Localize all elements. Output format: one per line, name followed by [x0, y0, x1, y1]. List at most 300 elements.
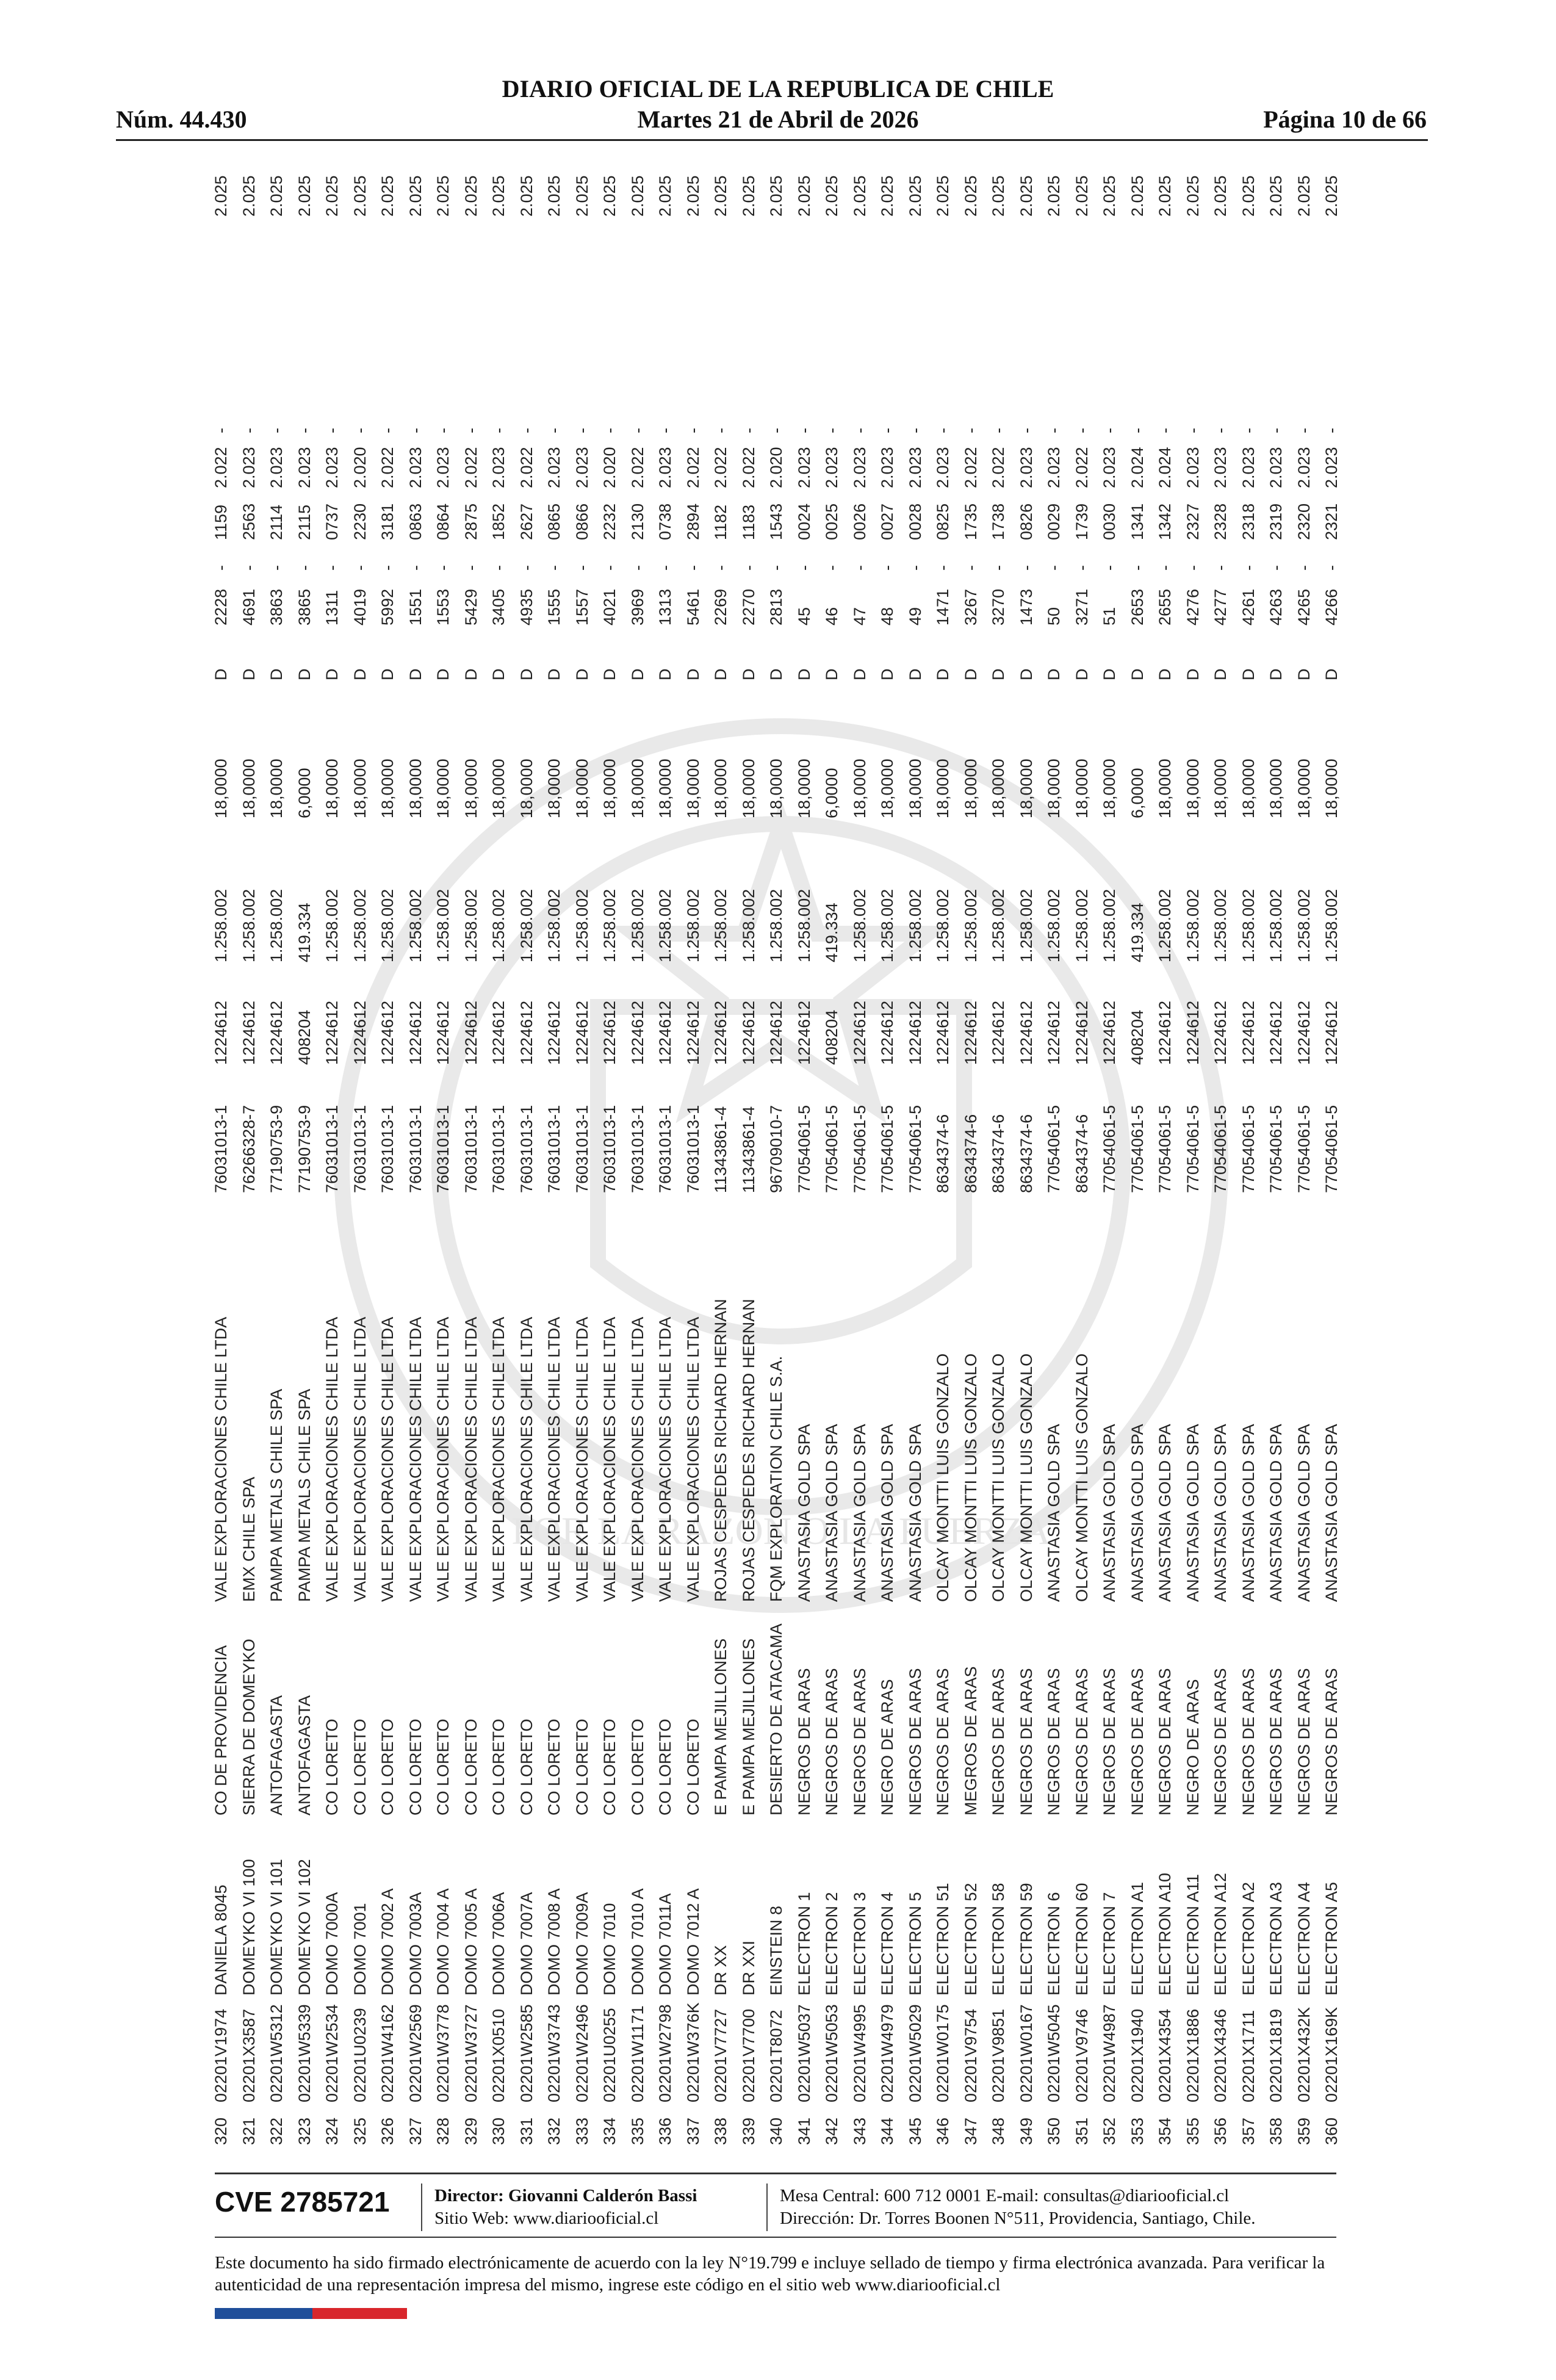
- field-id: 1224612: [1183, 1000, 1202, 1065]
- concession-name: ELECTRON A10: [1156, 1872, 1174, 1996]
- type-code: D: [1017, 668, 1036, 680]
- table-row: [1040, 174, 1068, 2145]
- hectares: 18,0000: [1017, 759, 1036, 818]
- table-row: [402, 174, 430, 2145]
- dash: -: [989, 428, 1007, 433]
- foja: 45: [794, 607, 813, 626]
- year: 2.022: [378, 447, 397, 488]
- amount: 1.258.002: [434, 889, 452, 962]
- field-id: 1224612: [683, 1000, 702, 1065]
- field-id: 408204: [823, 1009, 841, 1065]
- table-row: [263, 174, 291, 2145]
- type-code: D: [323, 668, 341, 680]
- year: 2.023: [267, 447, 286, 488]
- number: 0025: [823, 503, 841, 540]
- hectares: 18,0000: [600, 759, 619, 818]
- dash: -: [1267, 428, 1285, 433]
- commune: CO LORETO: [683, 1718, 702, 1816]
- foja: 1311: [323, 590, 341, 626]
- year: 2.024: [1156, 447, 1174, 488]
- foja: 2653: [1128, 588, 1147, 626]
- year: 2.023: [1322, 447, 1341, 488]
- owner-name: OLCAY MONTTI LUIS GONZALO: [1072, 1353, 1091, 1602]
- concession-code: 02201T8072: [767, 2010, 785, 2102]
- table-row: [818, 174, 846, 2145]
- owner-name: ANASTASIA GOLD SPA: [823, 1424, 841, 1602]
- dash: -: [989, 565, 1007, 571]
- field-id: 1224612: [1294, 1000, 1313, 1065]
- concession-name: ELECTRON A4: [1294, 1881, 1313, 1996]
- due-year: 2.025: [906, 175, 924, 217]
- dash: -: [212, 565, 230, 571]
- hectares: 18,0000: [1156, 759, 1174, 818]
- concession-code: 02201W3743: [545, 2004, 563, 2102]
- foja: 5461: [683, 588, 702, 626]
- concession-code: 02201X169K: [1322, 2007, 1341, 2102]
- type-code: D: [600, 668, 619, 680]
- owner-name: VALE EXPLORACIONES CHILE LTDA: [517, 1316, 536, 1602]
- dash: -: [1128, 428, 1147, 433]
- type-code: D: [434, 668, 452, 680]
- type-code: D: [350, 668, 369, 680]
- concession-code: 02201W376K: [683, 2002, 702, 2102]
- year: 2.022: [989, 447, 1007, 488]
- footer-separator: [421, 2183, 422, 2231]
- foja: 1473: [1017, 588, 1036, 626]
- concession-table: [207, 174, 1355, 2145]
- owner-name: VALE EXPLORACIONES CHILE LTDA: [683, 1316, 702, 1602]
- owner-name: VALE EXPLORACIONES CHILE LTDA: [461, 1316, 480, 1602]
- table-row: [707, 174, 735, 2145]
- type-code: D: [739, 668, 758, 680]
- number: 2319: [1267, 503, 1285, 540]
- number: 2114: [267, 504, 286, 540]
- dash: -: [1267, 565, 1285, 571]
- hectares: 18,0000: [656, 759, 674, 818]
- concession-name: ELECTRON 51: [934, 1883, 952, 1996]
- hectares: 18,0000: [406, 759, 425, 818]
- hectares: 18,0000: [1239, 759, 1258, 818]
- due-year: 2.025: [323, 175, 341, 217]
- dash: -: [489, 565, 508, 571]
- year: 2.020: [350, 447, 369, 488]
- concession-name: ELECTRON 58: [989, 1883, 1007, 1996]
- commune: DESIERTO DE ATACAMA: [767, 1623, 785, 1816]
- concession-name: DOMEYKO VI 102: [295, 1859, 314, 1996]
- due-year: 2.025: [823, 175, 841, 217]
- type-code: D: [267, 668, 286, 680]
- foja: 4021: [600, 588, 619, 626]
- row-number: 323: [295, 2117, 314, 2145]
- table-row: [1013, 174, 1041, 2145]
- amount: 1.258.002: [406, 889, 425, 962]
- concession-code: 02201X1819: [1267, 2008, 1285, 2102]
- field-id: 1224612: [1156, 1000, 1174, 1065]
- number: 2875: [461, 503, 480, 540]
- field-id: 1224612: [656, 1000, 674, 1065]
- row-number: 336: [656, 2117, 674, 2145]
- foja: 51: [1100, 607, 1118, 626]
- concession-code: 02201W2798: [656, 2004, 674, 2102]
- dash: -: [350, 565, 369, 571]
- number: 1183: [739, 504, 758, 540]
- amount: 1.258.002: [961, 889, 980, 962]
- foja: 5429: [461, 588, 480, 626]
- concession-code: 02201W5045: [1045, 2004, 1063, 2102]
- amount: 1.258.002: [767, 889, 785, 962]
- concession-code: 02201U0239: [350, 2008, 369, 2102]
- cve-code: CVE 2785721: [215, 2186, 390, 2218]
- concession-code: 02201W5339: [295, 2004, 314, 2102]
- foja: 4265: [1294, 588, 1313, 626]
- amount: 1.258.002: [517, 889, 536, 962]
- owner-rut: 76031013-1: [350, 1105, 369, 1193]
- table-row: [291, 174, 319, 2145]
- field-id: 1224612: [961, 1000, 980, 1065]
- header-divider: [116, 139, 1428, 141]
- commune: NEGROS DE ARAS: [850, 1668, 869, 1816]
- owner-name: ANASTASIA GOLD SPA: [1183, 1424, 1202, 1602]
- commune: ANTOFAGASTA: [267, 1695, 286, 1816]
- type-code: D: [711, 668, 730, 680]
- address-line: Dirección: Dr. Torres Boonen N°511, Providencia, Santiago, Chile.: [780, 2209, 1256, 2228]
- row-number: 325: [350, 2117, 369, 2145]
- year: 2.023: [850, 447, 869, 488]
- due-year: 2.025: [1100, 175, 1118, 217]
- row-number: 355: [1183, 2117, 1202, 2145]
- number: 2320: [1294, 503, 1313, 540]
- dash: -: [767, 428, 785, 433]
- amount: 1.258.002: [711, 889, 730, 962]
- owner-name: ANASTASIA GOLD SPA: [1211, 1424, 1230, 1602]
- dash: -: [461, 565, 480, 571]
- concession-name: DOMO 7002 A: [378, 1888, 397, 1996]
- type-code: D: [239, 668, 258, 680]
- concession-name: ELECTRON 2: [823, 1892, 841, 1996]
- concession-code: 02201W2496: [572, 2004, 591, 2102]
- number: 1543: [767, 503, 785, 540]
- amount: 1.258.002: [878, 889, 896, 962]
- owner-name: OLCAY MONTTI LUIS GONZALO: [961, 1353, 980, 1602]
- concession-name: DOMO 7003A: [406, 1892, 425, 1996]
- page-number: Página 10 de 66: [1263, 106, 1427, 133]
- hectares: 18,0000: [1045, 759, 1063, 818]
- amount: 1.258.002: [934, 889, 952, 962]
- commune: NEGROS DE ARAS: [1100, 1668, 1118, 1816]
- contact-line: Mesa Central: 600 712 0001 E-mail: consultas@diariooficial.cl: [780, 2186, 1230, 2205]
- owner-rut: 77054061-5: [1322, 1105, 1341, 1193]
- due-year: 2.025: [406, 175, 425, 217]
- commune: NEGROS DE ARAS: [906, 1668, 924, 1816]
- concession-code: 02201W0167: [1017, 2004, 1036, 2102]
- commune: NEGROS DE ARAS: [1239, 1668, 1258, 1816]
- table-row: [1291, 174, 1319, 2145]
- due-year: 2.025: [1294, 175, 1313, 217]
- concession-name: DOMO 7008 A: [545, 1888, 563, 1996]
- amount: 1.258.002: [1072, 889, 1091, 962]
- number: 1159: [212, 504, 230, 540]
- concession-code: 02201W3778: [434, 2004, 452, 2102]
- dash: -: [212, 428, 230, 433]
- hectares: 18,0000: [545, 759, 563, 818]
- commune: CO LORETO: [545, 1718, 563, 1816]
- foja: 2813: [767, 588, 785, 626]
- concession-code: 02201V7700: [739, 2008, 758, 2102]
- concession-name: ELECTRON A12: [1211, 1872, 1230, 1996]
- table-row: [680, 174, 708, 2145]
- year: 2.023: [489, 447, 508, 488]
- row-number: 337: [683, 2117, 702, 2145]
- row-number: 320: [212, 2117, 230, 2145]
- number: 1342: [1156, 503, 1174, 540]
- row-number: 339: [739, 2117, 758, 2145]
- concession-code: 02201W1171: [628, 2005, 647, 2102]
- type-code: D: [906, 668, 924, 680]
- due-year: 2.025: [600, 175, 619, 217]
- row-number: 334: [600, 2117, 619, 2145]
- concession-code: 02201W2569: [406, 2004, 425, 2102]
- table-row: [902, 174, 930, 2145]
- field-id: 1224612: [406, 1000, 425, 1065]
- hectares: 18,0000: [378, 759, 397, 818]
- due-year: 2.025: [489, 175, 508, 217]
- commune: NEGRO DE ARAS: [878, 1679, 896, 1816]
- commune: NEGROS DE ARAS: [1211, 1668, 1230, 1816]
- hectares: 18,0000: [1267, 759, 1285, 818]
- owner-rut: 76031013-1: [545, 1105, 563, 1193]
- dash: -: [934, 565, 952, 571]
- concession-name: ELECTRON 6: [1045, 1892, 1063, 1996]
- amount: 1.258.002: [656, 889, 674, 962]
- number: 0865: [545, 503, 563, 540]
- row-number: 358: [1267, 2117, 1285, 2145]
- due-year: 2.025: [1239, 175, 1258, 217]
- row-number: 357: [1239, 2117, 1258, 2145]
- hectares: 18,0000: [350, 759, 369, 818]
- type-code: D: [1239, 668, 1258, 680]
- number: 1852: [489, 503, 508, 540]
- foja: 1313: [656, 588, 674, 626]
- year: 2.023: [1294, 447, 1313, 488]
- commune: CO LORETO: [323, 1718, 341, 1816]
- owner-name: VALE EXPLORACIONES CHILE LTDA: [350, 1316, 369, 1602]
- field-id: 1224612: [434, 1000, 452, 1065]
- concession-code: 02201W2534: [323, 2004, 341, 2102]
- dash: -: [934, 428, 952, 433]
- commune: MEGROS DE ARAS: [961, 1666, 980, 1816]
- dash: -: [1156, 428, 1174, 433]
- commune: CO LORETO: [350, 1718, 369, 1816]
- field-id: 1224612: [1322, 1000, 1341, 1065]
- dash: -: [1072, 428, 1091, 433]
- dash: -: [434, 565, 452, 571]
- concession-code: 02201X432K: [1294, 2007, 1313, 2102]
- table-row: [1207, 174, 1235, 2145]
- owner-name: OLCAY MONTTI LUIS GONZALO: [934, 1353, 952, 1602]
- year: 2.023: [1211, 447, 1230, 488]
- dash: -: [323, 565, 341, 571]
- dash: -: [767, 565, 785, 571]
- field-id: 1224612: [323, 1000, 341, 1065]
- concession-name: ELECTRON 7: [1100, 1892, 1118, 1996]
- concession-name: ELECTRON 60: [1072, 1883, 1091, 1996]
- concession-name: DOMO 7009A: [572, 1892, 591, 1996]
- concession-code: 02201W3727: [461, 2004, 480, 2102]
- type-code: D: [1100, 668, 1118, 680]
- concession-code: 02201V7727: [711, 2008, 730, 2102]
- year: 2.022: [461, 447, 480, 488]
- dash: -: [739, 565, 758, 571]
- foja: 2269: [711, 588, 730, 626]
- concession-name: DOMO 7000A: [323, 1892, 341, 1996]
- concession-name: ELECTRON 3: [850, 1892, 869, 1996]
- owner-rut: 11343861-4: [739, 1106, 758, 1193]
- field-id: 1224612: [850, 1000, 869, 1065]
- amount: 1.258.002: [1211, 889, 1230, 962]
- row-number: 338: [711, 2117, 730, 2145]
- dash: -: [683, 428, 702, 433]
- dash: -: [850, 565, 869, 571]
- commune: NEGROS DE ARAS: [1156, 1668, 1174, 1816]
- row-number: 349: [1017, 2117, 1036, 2145]
- owner-rut: 77054061-5: [1045, 1105, 1063, 1193]
- owner-name: VALE EXPLORACIONES CHILE LTDA: [572, 1316, 591, 1602]
- dash: -: [906, 565, 924, 571]
- field-id: 1224612: [461, 1000, 480, 1065]
- table-row: [1318, 174, 1346, 2145]
- hectares: 18,0000: [239, 759, 258, 818]
- concession-name: DOMO 7006A: [489, 1892, 508, 1996]
- year: 2.022: [517, 447, 536, 488]
- field-id: 1224612: [739, 1000, 758, 1065]
- commune: NEGROS DE ARAS: [1322, 1668, 1341, 1816]
- table-row: [624, 174, 652, 2145]
- owner-rut: 76031013-1: [212, 1105, 230, 1193]
- due-year: 2.025: [378, 175, 397, 217]
- type-code: D: [489, 668, 508, 680]
- hectares: 18,0000: [434, 759, 452, 818]
- hectares: 6,0000: [823, 768, 841, 818]
- field-id: 1224612: [989, 1000, 1007, 1065]
- number: 2328: [1211, 503, 1230, 540]
- year: 2.023: [434, 447, 452, 488]
- concession-code: 02201W5312: [267, 2004, 286, 2102]
- due-year: 2.025: [1128, 175, 1147, 217]
- owner-name: ANASTASIA GOLD SPA: [906, 1424, 924, 1602]
- owner-name: ANASTASIA GOLD SPA: [1294, 1424, 1313, 1602]
- dash: -: [878, 565, 896, 571]
- due-year: 2.025: [1322, 175, 1341, 217]
- row-number: 324: [323, 2117, 341, 2145]
- dash: -: [711, 565, 730, 571]
- foja: 1551: [406, 588, 425, 626]
- owner-rut: 77190753-9: [295, 1105, 314, 1193]
- owner-rut: 76031013-1: [434, 1105, 452, 1193]
- field-id: 1224612: [378, 1000, 397, 1065]
- number: 0826: [1017, 503, 1036, 540]
- owner-name: ANASTASIA GOLD SPA: [1045, 1424, 1063, 1602]
- table-row: [652, 174, 680, 2145]
- field-id: 1224612: [934, 1000, 952, 1065]
- dash: -: [239, 565, 258, 571]
- dash: -: [739, 428, 758, 433]
- commune: NEGROS DE ARAS: [823, 1668, 841, 1816]
- amount: 1.258.002: [323, 889, 341, 962]
- owner-name: ROJAS CESPEDES RICHARD HERNAN: [739, 1299, 758, 1602]
- owner-rut: 8634374-6: [934, 1114, 952, 1193]
- owner-rut: 77054061-5: [878, 1105, 896, 1193]
- amount: 1.258.002: [989, 889, 1007, 962]
- foja: 3270: [989, 588, 1007, 626]
- owner-rut: 76031013-1: [378, 1105, 397, 1193]
- foja: 4276: [1183, 588, 1202, 626]
- dash: -: [406, 428, 425, 433]
- owner-name: ANASTASIA GOLD SPA: [1128, 1424, 1147, 1602]
- type-code: D: [683, 668, 702, 680]
- type-code: D: [794, 668, 813, 680]
- commune: E PAMPA MEJILLONES: [711, 1638, 730, 1816]
- concession-name: DOMO 7010: [600, 1903, 619, 1996]
- dash: -: [1045, 565, 1063, 571]
- number: 3181: [378, 503, 397, 540]
- owner-rut: 77190753-9: [267, 1105, 286, 1193]
- year: 2.022: [961, 447, 980, 488]
- row-number: 350: [1045, 2117, 1063, 2145]
- type-code: D: [1128, 668, 1147, 680]
- row-number: 331: [517, 2117, 536, 2145]
- dash: -: [545, 428, 563, 433]
- due-year: 2.025: [656, 175, 674, 217]
- owner-name: ROJAS CESPEDES RICHARD HERNAN: [711, 1299, 730, 1602]
- owner-name: EMX CHILE SPA: [239, 1476, 258, 1602]
- type-code: D: [1294, 668, 1313, 680]
- hectares: 18,0000: [1100, 759, 1118, 818]
- table-row: [763, 174, 791, 2145]
- year: 2.023: [794, 447, 813, 488]
- foja: 1553: [434, 588, 452, 626]
- commune: CO LORETO: [628, 1718, 647, 1816]
- row-number: 352: [1100, 2117, 1118, 2145]
- table-row: [347, 174, 375, 2145]
- field-id: 408204: [1128, 1009, 1147, 1065]
- type-code: D: [1267, 668, 1285, 680]
- concession-code: 02201X0510: [489, 2008, 508, 2102]
- commune: E PAMPA MEJILLONES: [739, 1638, 758, 1816]
- concession-code: 02201W5037: [794, 2004, 813, 2102]
- type-code: D: [961, 668, 980, 680]
- dash: -: [1100, 565, 1118, 571]
- year: 2.023: [1100, 447, 1118, 488]
- hectares: 18,0000: [628, 759, 647, 818]
- concession-name: DR XXI: [739, 1940, 758, 1996]
- row-number: 335: [628, 2117, 647, 2145]
- commune: NEGROS DE ARAS: [989, 1668, 1007, 1816]
- owner-name: ANASTASIA GOLD SPA: [1156, 1424, 1174, 1602]
- amount: 1.258.002: [739, 889, 758, 962]
- amount: 1.258.002: [794, 889, 813, 962]
- row-number: 346: [934, 2117, 952, 2145]
- field-id: 1224612: [1100, 1000, 1118, 1065]
- due-year: 2.025: [628, 175, 647, 217]
- field-id: 1224612: [212, 1000, 230, 1065]
- dash: -: [600, 428, 619, 433]
- due-year: 2.025: [1267, 175, 1285, 217]
- due-year: 2.025: [517, 175, 536, 217]
- dash: -: [1239, 428, 1258, 433]
- row-number: 332: [545, 2117, 563, 2145]
- table-row: [1096, 174, 1124, 2145]
- year: 2.022: [683, 447, 702, 488]
